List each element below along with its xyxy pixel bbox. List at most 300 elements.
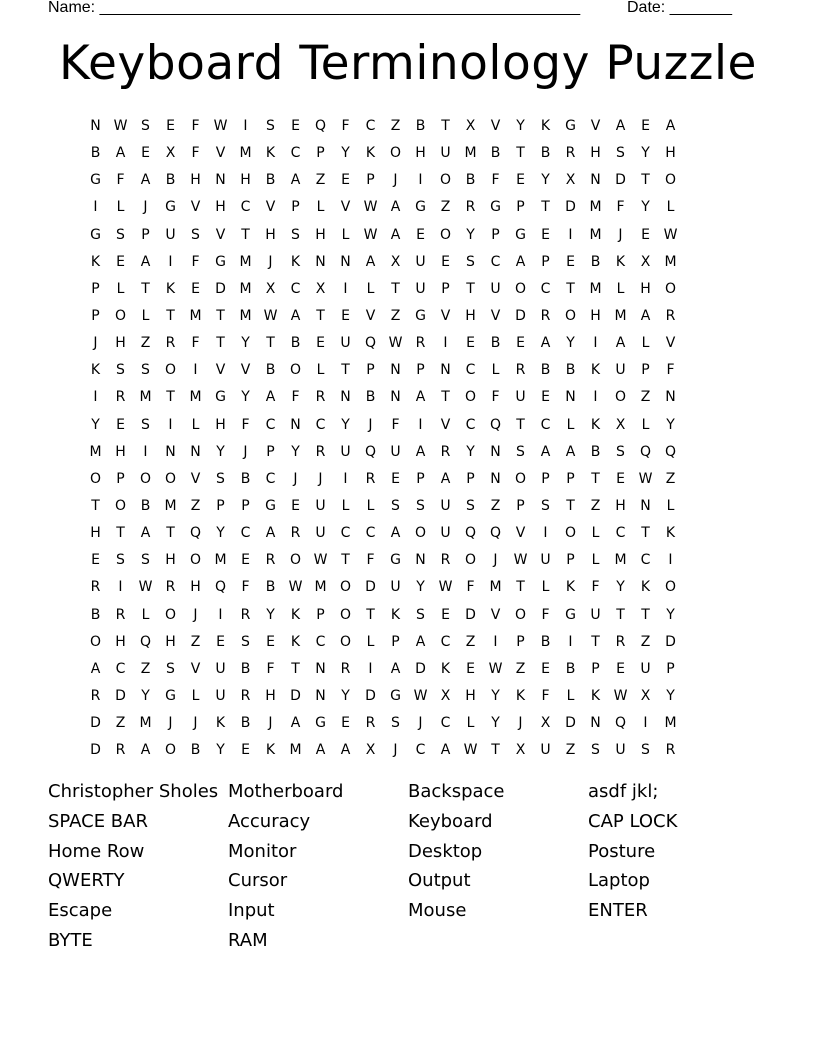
grid-letter: X — [165, 145, 176, 162]
grid-letter: K — [390, 606, 401, 623]
grid-letter: A — [440, 470, 451, 487]
grid-letter: V — [665, 335, 676, 352]
grid-letter: E — [241, 742, 250, 759]
grid-letter: S — [291, 226, 300, 243]
grid-letter: B — [165, 172, 176, 189]
grid-letter: F — [341, 118, 350, 135]
grid-letter: X — [515, 742, 526, 759]
grid-letter: T — [141, 280, 150, 297]
grid-letter: B — [240, 470, 251, 487]
grid-letter: U — [440, 525, 451, 542]
grid-letter: C — [265, 470, 276, 487]
grid-letter: C — [365, 525, 376, 542]
grid-letter: V — [490, 308, 501, 325]
word-list-item: Backspace — [408, 781, 505, 802]
grid-letter: X — [640, 253, 651, 270]
grid-letter: C — [115, 660, 126, 677]
grid-letter: W — [288, 579, 303, 596]
grid-letter: E — [341, 308, 350, 325]
grid-letter: A — [340, 742, 351, 759]
word-list-item: Monitor — [228, 840, 297, 862]
grid-letter: S — [391, 498, 400, 515]
grid-letter: D — [115, 688, 126, 705]
grid-letter: M — [314, 579, 327, 596]
grid-letter: L — [666, 199, 675, 216]
grid-letter: L — [341, 226, 350, 243]
grid-letter: E — [441, 606, 450, 623]
grid-letter: W — [513, 552, 528, 569]
grid-letter: D — [615, 172, 626, 189]
grid-letter: A — [90, 660, 101, 677]
grid-letter: D — [365, 579, 376, 596]
grid-row — [83, 656, 733, 683]
grid-letter: A — [265, 525, 276, 542]
grid-letter: T — [516, 416, 525, 433]
grid-letter: C — [240, 199, 251, 216]
grid-letter: S — [166, 660, 175, 677]
grid-letter: N — [590, 715, 601, 732]
grid-letter: Z — [190, 498, 201, 515]
grid-letter: O — [439, 172, 452, 189]
grid-letter: E — [241, 552, 250, 569]
grid-letter: K — [90, 362, 101, 379]
grid-letter: F — [266, 660, 275, 677]
grid-letter: I — [93, 389, 98, 406]
grid-letter: U — [590, 606, 601, 623]
grid-letter: M — [664, 253, 677, 270]
grid-letter: M — [239, 145, 252, 162]
letter-grid — [83, 113, 733, 764]
grid-letter: K — [665, 525, 676, 542]
grid-letter: L — [591, 525, 600, 542]
grid-letter: O — [664, 280, 677, 297]
grid-letter: E — [516, 172, 525, 189]
grid-letter: I — [343, 470, 348, 487]
grid-letter: J — [193, 606, 198, 623]
grid-letter: G — [90, 226, 101, 243]
grid-letter: N — [640, 498, 651, 515]
grid-letter: Q — [639, 443, 652, 460]
grid-letter: P — [566, 470, 575, 487]
grid-letter: E — [466, 660, 475, 677]
grid-letter: H — [640, 280, 651, 297]
grid-letter: F — [116, 172, 125, 189]
grid-letter: E — [516, 335, 525, 352]
grid-letter: X — [265, 280, 276, 297]
grid-letter: A — [615, 118, 626, 135]
grid-letter: P — [316, 145, 325, 162]
grid-letter: E — [616, 660, 625, 677]
grid-letter: I — [568, 226, 573, 243]
grid-letter: E — [266, 633, 275, 650]
grid-letter: S — [541, 498, 550, 515]
grid-letter: N — [440, 362, 451, 379]
grid-letter: G — [215, 253, 226, 270]
grid-letter: N — [315, 660, 326, 677]
grid-letter: V — [190, 199, 201, 216]
grid-letter: T — [341, 362, 350, 379]
grid-letter: I — [243, 118, 248, 135]
word-list-item: Output — [408, 870, 471, 892]
grid-letter: E — [341, 172, 350, 189]
grid-letter: P — [366, 172, 375, 189]
grid-letter: C — [240, 525, 251, 542]
grid-row — [83, 412, 733, 439]
grid-letter: E — [541, 226, 550, 243]
grid-letter: P — [316, 606, 325, 623]
grid-letter: F — [366, 552, 375, 569]
grid-letter: T — [541, 199, 550, 216]
grid-letter: W — [663, 226, 678, 243]
grid-letter: Z — [465, 633, 476, 650]
grid-letter: Y — [216, 443, 225, 460]
grid-letter: D — [365, 688, 376, 705]
grid-letter: A — [440, 742, 451, 759]
grid-letter: Z — [140, 660, 151, 677]
grid-letter: H — [215, 416, 226, 433]
grid-letter: Y — [491, 688, 500, 705]
puzzle-title: Keyboard Terminology Puzzle — [59, 36, 757, 91]
grid-letter: J — [318, 470, 323, 487]
grid-letter: Z — [390, 308, 401, 325]
grid-letter: B — [590, 443, 601, 460]
grid-letter: M — [489, 579, 502, 596]
grid-letter: O — [439, 226, 452, 243]
grid-letter: H — [415, 145, 426, 162]
grid-letter: R — [115, 742, 126, 759]
grid-letter: A — [390, 226, 401, 243]
grid-letter: W — [638, 470, 653, 487]
grid-letter: C — [290, 145, 301, 162]
grid-letter: I — [593, 335, 598, 352]
grid-row — [83, 602, 733, 629]
grid-row — [83, 547, 733, 574]
grid-letter: T — [366, 606, 375, 623]
grid-letter: V — [265, 199, 276, 216]
grid-letter: V — [515, 525, 526, 542]
grid-letter: M — [139, 389, 152, 406]
grid-letter: S — [516, 443, 525, 460]
grid-letter: M — [664, 715, 677, 732]
grid-letter: O — [289, 552, 302, 569]
grid-letter: T — [116, 525, 125, 542]
grid-letter: K — [90, 253, 101, 270]
grid-letter: K — [590, 688, 601, 705]
grid-letter: S — [116, 226, 125, 243]
grid-letter: T — [216, 335, 225, 352]
grid-letter: Q — [139, 633, 152, 650]
grid-letter: C — [540, 280, 551, 297]
grid-letter: A — [665, 118, 676, 135]
grid-letter: B — [565, 660, 576, 677]
grid-letter: P — [516, 199, 525, 216]
grid-letter: L — [566, 416, 575, 433]
grid-letter: I — [343, 280, 348, 297]
grid-letter: N — [315, 253, 326, 270]
grid-letter: Y — [216, 525, 225, 542]
grid-letter: H — [240, 172, 251, 189]
grid-letter: N — [490, 470, 501, 487]
grid-letter: M — [289, 742, 302, 759]
grid-letter: I — [668, 552, 673, 569]
grid-letter: M — [589, 280, 602, 297]
grid-letter: E — [91, 552, 100, 569]
grid-row — [83, 140, 733, 167]
grid-letter: M — [189, 308, 202, 325]
grid-letter: K — [615, 253, 626, 270]
grid-letter: H — [615, 498, 626, 515]
grid-letter: O — [89, 633, 102, 650]
grid-letter: W — [263, 308, 278, 325]
grid-letter: Q — [664, 443, 677, 460]
grid-letter: H — [465, 308, 476, 325]
grid-row — [83, 683, 733, 710]
grid-letter: B — [565, 362, 576, 379]
grid-letter: A — [290, 715, 301, 732]
grid-letter: P — [516, 633, 525, 650]
grid-letter: L — [191, 688, 200, 705]
grid-letter: K — [640, 579, 651, 596]
grid-letter: H — [115, 335, 126, 352]
grid-letter: J — [93, 335, 98, 352]
grid-letter: M — [214, 552, 227, 569]
grid-letter: I — [418, 172, 423, 189]
grid-letter: P — [641, 362, 650, 379]
word-list-item: Keyboard — [408, 810, 493, 832]
grid-letter: E — [116, 416, 125, 433]
grid-letter: B — [290, 335, 301, 352]
grid-letter: M — [589, 226, 602, 243]
grid-letter: Y — [291, 443, 300, 460]
grid-letter: Y — [566, 335, 575, 352]
grid-letter: O — [339, 579, 352, 596]
grid-letter: E — [116, 253, 125, 270]
grid-row — [83, 710, 733, 737]
grid-letter: J — [493, 552, 498, 569]
grid-letter: T — [291, 660, 300, 677]
grid-letter: H — [90, 525, 101, 542]
grid-letter: B — [265, 362, 276, 379]
grid-letter: V — [490, 606, 501, 623]
grid-letter: N — [565, 389, 576, 406]
grid-letter: U — [440, 145, 451, 162]
grid-letter: I — [168, 253, 173, 270]
grid-letter: G — [90, 172, 101, 189]
grid-letter: P — [591, 660, 600, 677]
grid-letter: Y — [416, 579, 425, 596]
grid-letter: Q — [489, 525, 502, 542]
grid-letter: D — [565, 715, 576, 732]
grid-letter: K — [165, 280, 176, 297]
grid-letter: B — [365, 389, 376, 406]
grid-letter: J — [268, 253, 273, 270]
grid-letter: A — [540, 335, 551, 352]
grid-letter: N — [590, 172, 601, 189]
grid-letter: I — [568, 633, 573, 650]
grid-letter: I — [443, 335, 448, 352]
grid-letter: T — [391, 280, 400, 297]
grid-letter: H — [190, 172, 201, 189]
grid-letter: L — [366, 633, 375, 650]
grid-letter: Z — [440, 199, 451, 216]
grid-row — [83, 520, 733, 547]
grid-letter: R — [90, 688, 101, 705]
grid-letter: E — [141, 145, 150, 162]
grid-letter: B — [465, 172, 476, 189]
grid-letter: I — [93, 199, 98, 216]
grid-letter: J — [193, 715, 198, 732]
grid-letter: T — [466, 280, 475, 297]
grid-letter: L — [666, 498, 675, 515]
grid-letter: E — [441, 253, 450, 270]
grid-letter: B — [490, 335, 501, 352]
grid-letter: L — [466, 715, 475, 732]
grid-letter: C — [440, 715, 451, 732]
word-list-item: RAM — [228, 929, 268, 951]
grid-letter: K — [565, 579, 576, 596]
grid-letter: O — [564, 308, 577, 325]
grid-letter: N — [290, 416, 301, 433]
grid-letter: V — [190, 660, 201, 677]
grid-letter: Y — [666, 688, 675, 705]
grid-letter: T — [641, 525, 650, 542]
grid-letter: D — [90, 742, 101, 759]
grid-row — [83, 574, 733, 601]
grid-letter: L — [641, 416, 650, 433]
grid-letter: L — [491, 362, 500, 379]
grid-letter: M — [139, 715, 152, 732]
grid-letter: H — [265, 226, 276, 243]
grid-letter: K — [590, 416, 601, 433]
grid-letter: J — [143, 199, 148, 216]
grid-row — [83, 222, 733, 249]
grid-letter: U — [540, 552, 551, 569]
grid-letter: T — [566, 498, 575, 515]
grid-letter: L — [591, 552, 600, 569]
grid-letter: L — [191, 416, 200, 433]
grid-letter: L — [341, 498, 350, 515]
grid-letter: O — [414, 525, 427, 542]
grid-letter: F — [466, 579, 475, 596]
grid-letter: M — [614, 308, 627, 325]
grid-letter: E — [466, 335, 475, 352]
grid-letter: G — [390, 688, 401, 705]
grid-letter: J — [518, 715, 523, 732]
grid-letter: S — [416, 498, 425, 515]
grid-letter: R — [315, 443, 326, 460]
grid-letter: T — [216, 308, 225, 325]
word-list-item: Home Row — [48, 840, 145, 862]
grid-letter: E — [616, 470, 625, 487]
grid-letter: G — [565, 118, 576, 135]
grid-letter: X — [465, 118, 476, 135]
grid-letter: F — [591, 579, 600, 596]
grid-letter: B — [490, 145, 501, 162]
grid-letter: Y — [216, 742, 225, 759]
grid-letter: A — [265, 389, 276, 406]
grid-letter: F — [241, 416, 250, 433]
word-list — [48, 777, 768, 956]
grid-letter: G — [215, 389, 226, 406]
grid-letter: H — [115, 443, 126, 460]
grid-row — [83, 194, 733, 221]
grid-row — [83, 439, 733, 466]
grid-letter: I — [143, 443, 148, 460]
grid-letter: N — [390, 362, 401, 379]
grid-letter: O — [514, 606, 527, 623]
grid-letter: N — [215, 172, 226, 189]
grid-letter: P — [91, 280, 100, 297]
grid-letter: C — [340, 525, 351, 542]
grid-letter: P — [416, 470, 425, 487]
grid-letter: V — [440, 308, 451, 325]
grid-letter: A — [615, 335, 626, 352]
grid-letter: H — [190, 579, 201, 596]
grid-letter: C — [465, 362, 476, 379]
grid-letter: E — [641, 226, 650, 243]
word-list-item: asdf jkl; — [588, 781, 659, 802]
grid-letter: W — [138, 579, 153, 596]
grid-letter: Z — [640, 389, 651, 406]
grid-letter: L — [316, 362, 325, 379]
grid-letter: K — [365, 145, 376, 162]
grid-letter: U — [640, 660, 651, 677]
grid-letter: C — [315, 416, 326, 433]
grid-letter: E — [291, 498, 300, 515]
grid-letter: P — [466, 470, 475, 487]
grid-row — [83, 357, 733, 384]
grid-letter: Y — [266, 606, 275, 623]
grid-letter: L — [566, 688, 575, 705]
grid-letter: Y — [466, 443, 475, 460]
grid-letter: B — [240, 715, 251, 732]
grid-letter: H — [215, 199, 226, 216]
grid-letter: Y — [641, 199, 650, 216]
grid-letter: N — [490, 443, 501, 460]
grid-letter: Y — [341, 145, 350, 162]
grid-letter: Q — [464, 525, 477, 542]
grid-letter: W — [363, 226, 378, 243]
grid-letter: X — [565, 172, 576, 189]
grid-letter: K — [290, 253, 301, 270]
grid-letter: A — [415, 443, 426, 460]
grid-letter: Y — [666, 416, 675, 433]
grid-letter: Y — [141, 688, 150, 705]
grid-letter: U — [540, 742, 551, 759]
grid-letter: U — [215, 660, 226, 677]
grid-letter: M — [239, 308, 252, 325]
grid-letter: A — [515, 253, 526, 270]
grid-letter: E — [216, 633, 225, 650]
grid-letter: G — [315, 715, 326, 732]
grid-letter: Y — [541, 172, 550, 189]
grid-letter: E — [641, 118, 650, 135]
grid-letter: U — [165, 226, 176, 243]
grid-letter: F — [391, 416, 400, 433]
grid-letter: P — [291, 199, 300, 216]
grid-letter: P — [266, 443, 275, 460]
grid-letter: T — [241, 226, 250, 243]
grid-letter: P — [541, 470, 550, 487]
grid-letter: L — [316, 199, 325, 216]
grid-letter: V — [365, 308, 376, 325]
grid-letter: Z — [190, 633, 201, 650]
grid-letter: C — [265, 416, 276, 433]
grid-letter: P — [391, 633, 400, 650]
grid-row — [83, 493, 733, 520]
grid-letter: Z — [315, 172, 326, 189]
grid-letter: I — [193, 362, 198, 379]
